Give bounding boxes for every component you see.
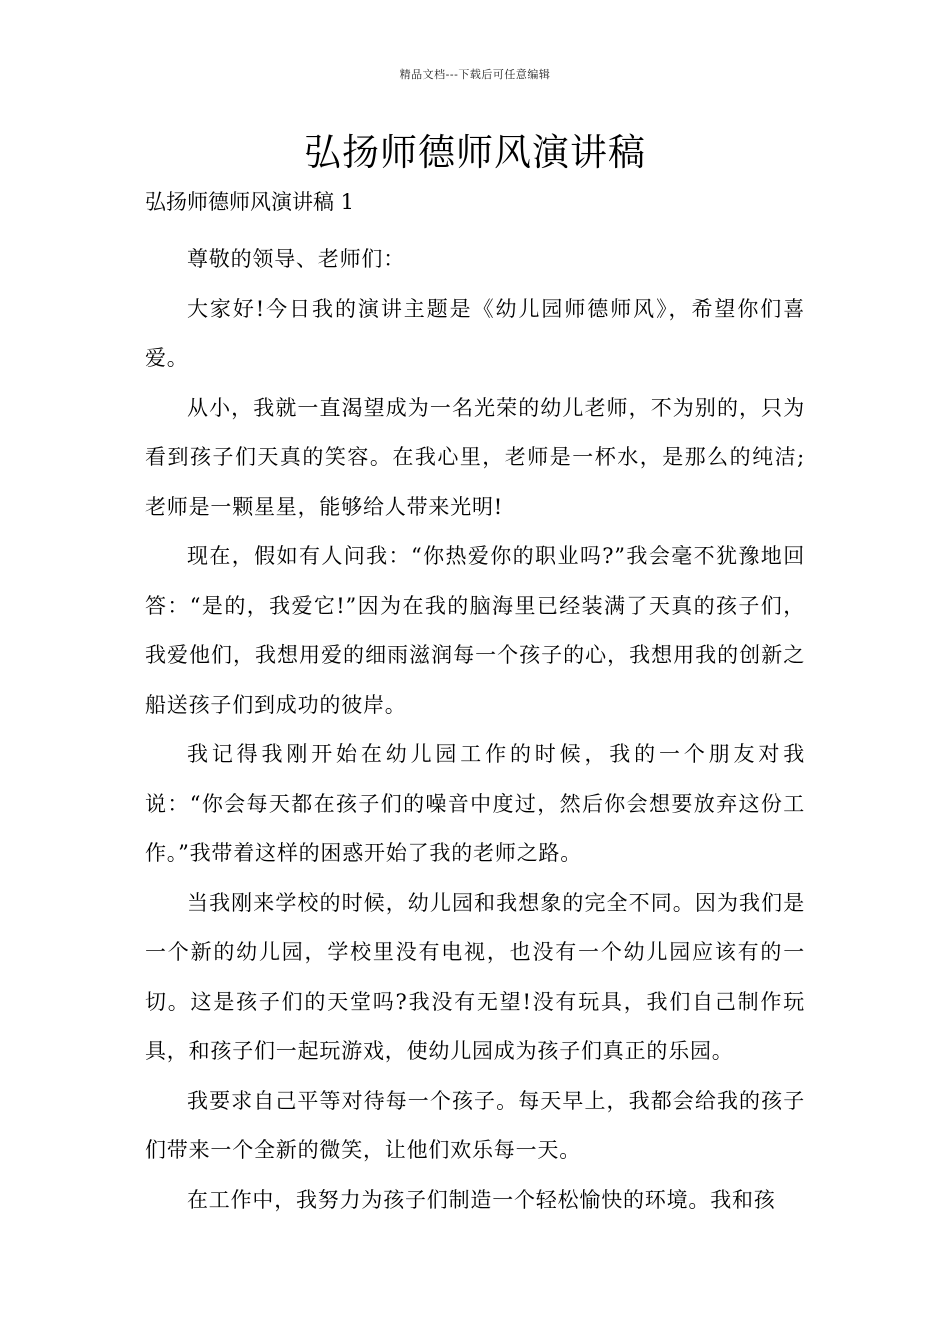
paragraph: 我记得我刚开始在幼儿园工作的时候，我的一个朋友对我说：“你会每天都在孩子们的噪音中度过，然后你会想要放弃这份工作。”我带着这样的困惑开始了我的老师之路。	[145, 742, 805, 865]
paragraph: 我要求自己平等对待每一个孩子。每天早上，我都会给我的孩子们带来一个全新的微笑，让他们欢乐每一天。	[145, 1088, 805, 1162]
section-subtitle: 弘扬师德师风演讲稿 1	[145, 190, 355, 214]
header-note: 精品文档---下载后可任意编辑	[399, 68, 551, 81]
paragraph: 当我刚来学校的时候，幼儿园和我想象的完全不同。因为我们是一个新的幼儿园，学校里没有电视，也没有一个幼儿园应该有的一切。这是孩子们的天堂吗?我没有无望!没有玩具，我们自己制作玩具，和孩子们一起玩游戏，使幼儿园成为孩子们真正的乐园。	[145, 890, 805, 1063]
document-title: 弘扬师德师风演讲稿	[304, 131, 646, 174]
paragraph: 从小，我就一直渴望成为一名光荣的幼儿老师，不为别的，只为看到孩子们天真的笑容。在我心里，老师是一杯水，是那么的纯洁;老师是一颗星星，能够给人带来光明!	[145, 395, 805, 519]
document-body	[145, 184, 805, 1225]
paragraph: 在工作中，我努力为孩子们制造一个轻松愉快的环境。我和孩	[187, 1187, 776, 1212]
paragraph-opening: 大家好!今日我的演讲主题是《幼儿园师德师风》，希望你们喜爱。	[145, 296, 805, 370]
paragraph: 现在，假如有人问我：“你热爱你的职业吗?”我会毫不犹豫地回答：“是的，我爱它!”因为在我的脑海里已经装满了天真的孩子们，我爱他们，我想用爱的细雨滋润每一个孩子的心，我想用我的创新之船送孩子们到成功的彼岸。	[145, 544, 805, 717]
paragraph-greeting: 尊敬的领导、老师们：	[187, 247, 405, 271]
